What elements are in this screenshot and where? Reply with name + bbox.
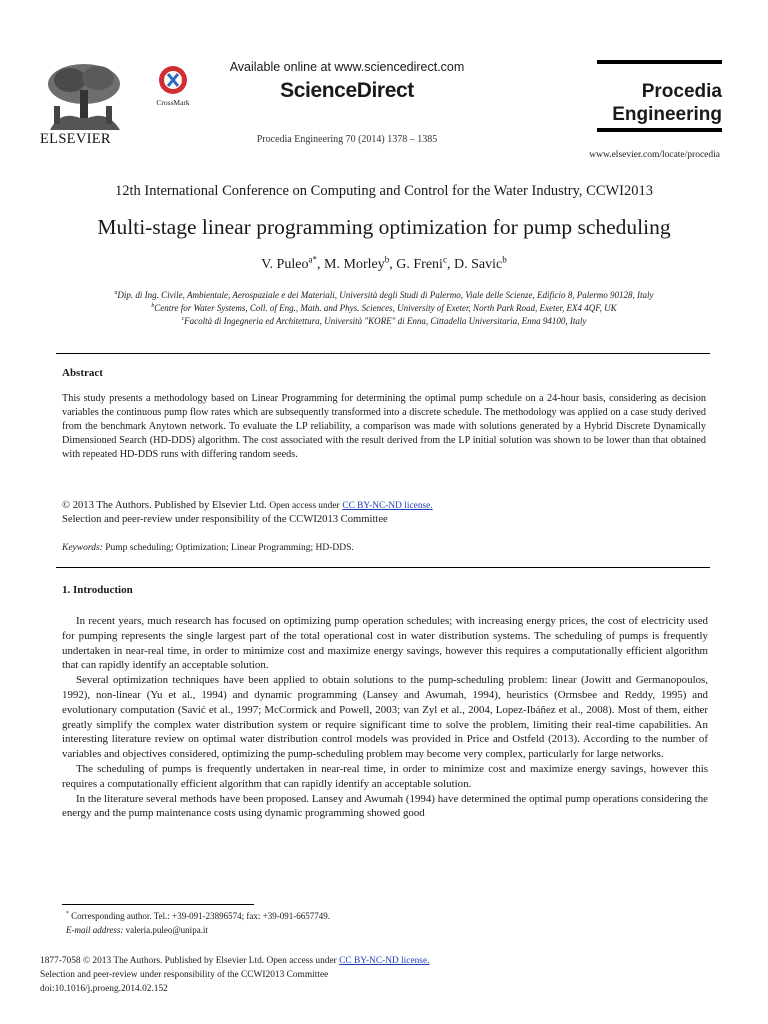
footnote-divider	[62, 904, 254, 905]
journal-reference: Procedia Engineering 70 (2014) 1378 – 1385	[256, 134, 438, 145]
copyright-block	[62, 499, 706, 527]
author-name: G. Freni	[396, 257, 443, 272]
sciencedirect-logo: ScienceDirect	[280, 79, 414, 102]
keywords-line	[62, 543, 706, 553]
author-affil-marker: b	[502, 254, 507, 265]
journal-title-box	[597, 60, 722, 132]
copyright-text: © 2013 The Authors. Published by Elsevier Ltd.	[62, 500, 267, 511]
issn-text: 1877-7058 © 2013 The Authors. Published by Elsevier Ltd.	[40, 956, 265, 966]
available-online-text: Available online at www.sciencedirect.com	[229, 60, 465, 74]
affiliation-text: Facoltà di Ingegneria ed Architettura, Università "KORE" di Enna, Cittadella Universitaria, Enna 94100, Italy	[184, 316, 587, 326]
email-address[interactable]: valeria.puleo@unipa.it	[125, 925, 208, 935]
journal-title-line2: Engineering	[612, 104, 722, 125]
paper-title: Multi-stage linear programming optimization for pump scheduling	[97, 215, 671, 239]
abstract-body: This study presents a methodology based on Linear Programming for determining the optimal pump schedule on a 24-hour basis, considering as decision variables the continuous pump flow rates which are subsequently transformed into a discrete schedule. The methodology was applied on a case study derived from the benchmark Anytown network. To evaluate the LP reliability, a comparison was made with solutions generated by a Hybrid Discrete Dynamically Dimensioned Search (HD-DDS) algorithm. The cost associated with the result derived from the LP initial solution was shown to be lower than that obtained with repeated HD-DDS runs with differing random seeds.	[62, 393, 706, 460]
affiliation-line	[0, 303, 768, 313]
author-name: D. Savic	[453, 257, 503, 272]
copyright-line	[62, 499, 706, 513]
license-link[interactable]: CC BY-NC-ND license.	[339, 956, 430, 966]
footnote-corresponding	[66, 911, 330, 921]
open-access-text: Open access under	[269, 501, 340, 511]
paragraph: Several optimization techniques have been applied to obtain solutions to the pump-scheduling problem: linear (Jowitt and Germanopoulos, 1992), non-linear (Yu et al., 1994) and dynamic programming (Lansey and Awumah, 1994), heuristics (Ormsbee and Reddy, 1995) and evolutionary computation (Savić et al., 1997; McCormick and Powell, 2003; van Zyl et al., 2004, Lopez-Ibáñez et al., 2008). Most of them, either greatly simplify the complex water distribution system or require significant time to solve the problem, limiting their real-time capabilities. An interesting literature review on optimal water distribution control models was provided in Price and Ostfeld (2013). According to the number of variables and objectives considered, optimizing the pump-scheduling problem may become very complex, particularly for large networks.	[62, 674, 708, 761]
crossmark-label: CrossMark	[156, 98, 190, 107]
introduction-body	[62, 614, 708, 821]
abstract-heading: Abstract	[62, 367, 103, 379]
affiliation-marker: c	[181, 316, 185, 322]
crossmark-icon[interactable]	[150, 63, 196, 107]
journal-url[interactable]: www.elsevier.com/locate/procedia	[589, 150, 720, 160]
peer-review-text: Selection and peer-review under responsibility of the CCWI2013 Committee	[40, 970, 329, 980]
author-affil-marker: a*	[308, 254, 318, 265]
conference-name: 12th International Conference on Computing and Control for the Water Industry, CCWI2013	[114, 183, 654, 199]
author-name: V. Puleo	[261, 257, 309, 272]
footnote-marker: *	[66, 911, 69, 917]
section-heading: 1. Introduction	[62, 584, 133, 596]
affiliation-marker: b	[151, 303, 155, 309]
bottom-info	[40, 954, 429, 996]
publisher-wordmark: ELSEVIER	[40, 131, 111, 147]
doi-text[interactable]: doi:10.1016/j.proeng.2014.02.152	[40, 984, 168, 994]
author-list: V. Puleo$^{a*}$, M. Morley$^b$, G. Freni$^c$, D. Savic$^b$	[261, 254, 507, 272]
footnote-text: Corresponding author. Tel.: +39-091-23896574; fax: +39-091-6657749.	[71, 911, 330, 921]
open-access-text: Open access under	[266, 956, 337, 966]
journal-title-line1: Procedia	[641, 81, 722, 102]
paragraph: In the literature several methods have been proposed. Lansey and Awumah (1994) have determined the optimal pump operations considering the energy and the pump maintenance costs using dynamic programming showed good	[62, 792, 708, 820]
divider-top	[56, 353, 710, 354]
keywords-label: Keywords:	[62, 543, 103, 553]
affiliation-line	[0, 290, 768, 300]
author-affil-marker: c	[442, 254, 447, 265]
paragraph: The scheduling of pumps is frequently undertaken in near-real time, in order to minimize cost and maximize energy savings, however this requires a computationally efficient algorithm that can rapidly identify an acceptable solution.	[62, 762, 708, 790]
affiliation-line	[0, 316, 768, 326]
peer-review-text: Selection and peer-review under responsibility of the CCWI2013 Committee	[62, 514, 388, 525]
author-affil-marker: b	[384, 254, 390, 265]
divider-bottom	[56, 567, 710, 568]
affiliation-text: Dip. di Ing. Civile, Ambientale, Aerospaziale e dei Materiali, Università degli Studi di Palermo, Viale delle Scienze, Edificio 8, Palermo 90128, Italy	[117, 290, 654, 300]
affiliation-text: Centre for Water Systems, Coll. of Eng., Math. and Phys. Sciences, University of Exeter, North Park Road, Exeter, EX4 4QF, UK	[154, 303, 617, 313]
elsevier-tree-logo	[40, 60, 128, 132]
email-label: E-mail address:	[66, 925, 124, 935]
footnote-email	[66, 925, 208, 935]
keywords-text: Pump scheduling; Optimization; Linear Programming; HD-DDS.	[105, 543, 354, 553]
paragraph: In recent years, much research has focused on optimizing pump operation schedules; with increasing energy prices, the cost of electricity used for pumping represents the single largest part of the total operational cost in water distribution systems. The scheduling of pumps is frequently undertaken in near-real time, in order to minimize cost and maximize energy savings, however this requires a computationally efficient algorithm that can rapidly identify an acceptable solution.	[62, 615, 708, 672]
author-name: M. Morley	[324, 257, 385, 272]
license-link[interactable]: CC BY-NC-ND license.	[342, 501, 433, 511]
affiliation-marker: a	[114, 290, 118, 296]
issn-line	[40, 954, 429, 968]
